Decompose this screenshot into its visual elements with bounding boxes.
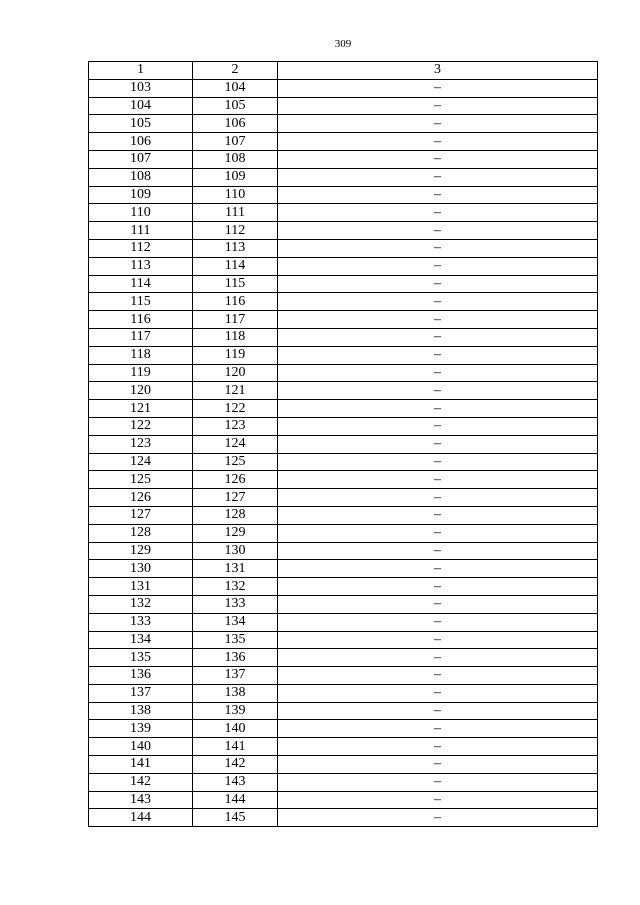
table-cell: – — [278, 595, 598, 613]
table-row — [89, 773, 598, 791]
table-cell: – — [278, 756, 598, 774]
table-cell: 120 — [193, 364, 278, 382]
table-cell: – — [278, 257, 598, 275]
column-header: 3 — [278, 62, 598, 80]
table-cell: – — [278, 471, 598, 489]
table-cell: 127 — [193, 489, 278, 507]
table-row — [89, 275, 598, 293]
table-row — [89, 684, 598, 702]
table-row — [89, 702, 598, 720]
table-row — [89, 222, 598, 240]
table-cell: 105 — [89, 115, 193, 133]
table-cell: 140 — [89, 738, 193, 756]
table-cell: 142 — [89, 773, 193, 791]
table-cell: 121 — [89, 400, 193, 418]
table-row — [89, 346, 598, 364]
table-row — [89, 257, 598, 275]
table-cell: 143 — [89, 791, 193, 809]
table-cell: 127 — [89, 506, 193, 524]
table-row — [89, 150, 598, 168]
table-row — [89, 471, 598, 489]
table-cell: 136 — [193, 649, 278, 667]
table-cell: – — [278, 400, 598, 418]
table-row — [89, 524, 598, 542]
page-number: 309 — [334, 38, 352, 50]
table-cell: – — [278, 382, 598, 400]
table-cell: – — [278, 79, 598, 97]
table-cell: – — [278, 720, 598, 738]
table-cell: 130 — [193, 542, 278, 560]
table-cell: – — [278, 738, 598, 756]
table-cell: 112 — [89, 239, 193, 257]
table-cell: – — [278, 613, 598, 631]
table-cell: 112 — [193, 222, 278, 240]
table-cell: – — [278, 311, 598, 329]
table-cell: 125 — [89, 471, 193, 489]
table-cell: – — [278, 809, 598, 827]
table-cell: 123 — [193, 417, 278, 435]
table-cell: 139 — [193, 702, 278, 720]
table-cell: 128 — [193, 506, 278, 524]
table-cell: 118 — [89, 346, 193, 364]
table-cell: 129 — [89, 542, 193, 560]
table-row — [89, 631, 598, 649]
table-row — [89, 168, 598, 186]
table-cell: – — [278, 133, 598, 151]
table-row — [89, 293, 598, 311]
table-cell: 110 — [89, 204, 193, 222]
table-cell: – — [278, 773, 598, 791]
table-cell: 137 — [193, 667, 278, 685]
table-cell: – — [278, 524, 598, 542]
table-cell: 104 — [89, 97, 193, 115]
table-body — [89, 79, 598, 826]
table-cell: 108 — [89, 168, 193, 186]
table-cell: 138 — [193, 684, 278, 702]
table-row — [89, 738, 598, 756]
table-cell: 133 — [193, 595, 278, 613]
table-cell: 125 — [193, 453, 278, 471]
table-row — [89, 489, 598, 507]
table-cell: 118 — [193, 328, 278, 346]
table-cell: 110 — [193, 186, 278, 204]
table-cell: 111 — [193, 204, 278, 222]
table-cell: 116 — [193, 293, 278, 311]
table-cell: 113 — [193, 239, 278, 257]
table-cell: 141 — [193, 738, 278, 756]
table-cell: 138 — [89, 702, 193, 720]
table-cell: – — [278, 578, 598, 596]
table-cell: 139 — [89, 720, 193, 738]
table-cell: 104 — [193, 79, 278, 97]
table-cell: 124 — [193, 435, 278, 453]
table-row — [89, 809, 598, 827]
table-cell: 113 — [89, 257, 193, 275]
data-table — [88, 61, 598, 827]
table-row — [89, 79, 598, 97]
table-cell: – — [278, 328, 598, 346]
table-cell: – — [278, 204, 598, 222]
table-cell: – — [278, 168, 598, 186]
table-row — [89, 649, 598, 667]
table-row — [89, 435, 598, 453]
table-cell: 129 — [193, 524, 278, 542]
table-cell: 144 — [89, 809, 193, 827]
table-cell: 108 — [193, 150, 278, 168]
table-cell: 123 — [89, 435, 193, 453]
table-cell: 117 — [89, 328, 193, 346]
column-header: 2 — [193, 62, 278, 80]
table-cell: – — [278, 631, 598, 649]
table-row — [89, 400, 598, 418]
table-cell: – — [278, 435, 598, 453]
table-cell: – — [278, 115, 598, 133]
table-row — [89, 506, 598, 524]
table-cell: 114 — [89, 275, 193, 293]
table-header-row — [89, 62, 598, 80]
table-row — [89, 595, 598, 613]
table-cell: – — [278, 222, 598, 240]
table-cell: 103 — [89, 79, 193, 97]
table-cell: 122 — [89, 417, 193, 435]
table-cell: 111 — [89, 222, 193, 240]
table-cell: 131 — [89, 578, 193, 596]
table-row — [89, 720, 598, 738]
table-row — [89, 204, 598, 222]
table-cell: 126 — [193, 471, 278, 489]
table-cell: – — [278, 560, 598, 578]
table-cell: 109 — [193, 168, 278, 186]
table-cell: – — [278, 684, 598, 702]
table-cell: 131 — [193, 560, 278, 578]
table-row — [89, 115, 598, 133]
table-cell: 115 — [89, 293, 193, 311]
table-cell: 142 — [193, 756, 278, 774]
table-row — [89, 667, 598, 685]
table-cell: 143 — [193, 773, 278, 791]
table-cell: 128 — [89, 524, 193, 542]
table-cell: 133 — [89, 613, 193, 631]
table-cell: – — [278, 417, 598, 435]
table-cell: 107 — [89, 150, 193, 168]
table-cell: 126 — [89, 489, 193, 507]
table-cell: 134 — [89, 631, 193, 649]
table-cell: 140 — [193, 720, 278, 738]
table-cell: – — [278, 97, 598, 115]
table-row — [89, 186, 598, 204]
table-cell: 106 — [193, 115, 278, 133]
table-cell: 105 — [193, 97, 278, 115]
table-cell: 116 — [89, 311, 193, 329]
table-cell: 134 — [193, 613, 278, 631]
column-header: 1 — [89, 62, 193, 80]
table-row — [89, 756, 598, 774]
table-cell: 114 — [193, 257, 278, 275]
table-row — [89, 133, 598, 151]
table-cell: – — [278, 239, 598, 257]
table-row — [89, 417, 598, 435]
table-cell: – — [278, 506, 598, 524]
table-cell: 121 — [193, 382, 278, 400]
table-cell: 144 — [193, 791, 278, 809]
table-cell: – — [278, 489, 598, 507]
table-row — [89, 311, 598, 329]
table-row — [89, 578, 598, 596]
table-cell: 135 — [193, 631, 278, 649]
table-cell: – — [278, 702, 598, 720]
table-cell: 137 — [89, 684, 193, 702]
table-cell: – — [278, 364, 598, 382]
table-row — [89, 239, 598, 257]
table-row — [89, 542, 598, 560]
table-cell: – — [278, 453, 598, 471]
table-cell: 109 — [89, 186, 193, 204]
table-cell: – — [278, 186, 598, 204]
table-cell: 122 — [193, 400, 278, 418]
table-cell: 119 — [193, 346, 278, 364]
table-row — [89, 364, 598, 382]
table-cell: – — [278, 275, 598, 293]
table-cell: 132 — [193, 578, 278, 596]
table-cell: 132 — [89, 595, 193, 613]
table-row — [89, 560, 598, 578]
table-cell: – — [278, 542, 598, 560]
table-cell: 115 — [193, 275, 278, 293]
table-cell: – — [278, 293, 598, 311]
table-cell: – — [278, 346, 598, 364]
table-cell: 130 — [89, 560, 193, 578]
table-row — [89, 791, 598, 809]
table-cell: – — [278, 649, 598, 667]
table-row — [89, 328, 598, 346]
table-row — [89, 97, 598, 115]
table-row — [89, 613, 598, 631]
table-cell: 141 — [89, 756, 193, 774]
table-cell: – — [278, 791, 598, 809]
table-cell: – — [278, 150, 598, 168]
table-cell: 124 — [89, 453, 193, 471]
table-cell: 106 — [89, 133, 193, 151]
table-cell: 135 — [89, 649, 193, 667]
table-row — [89, 453, 598, 471]
table-cell: 107 — [193, 133, 278, 151]
table-cell: 120 — [89, 382, 193, 400]
table-cell: 145 — [193, 809, 278, 827]
table-cell: 119 — [89, 364, 193, 382]
table-cell: – — [278, 667, 598, 685]
table-row — [89, 382, 598, 400]
table-cell: 117 — [193, 311, 278, 329]
table-cell: 136 — [89, 667, 193, 685]
